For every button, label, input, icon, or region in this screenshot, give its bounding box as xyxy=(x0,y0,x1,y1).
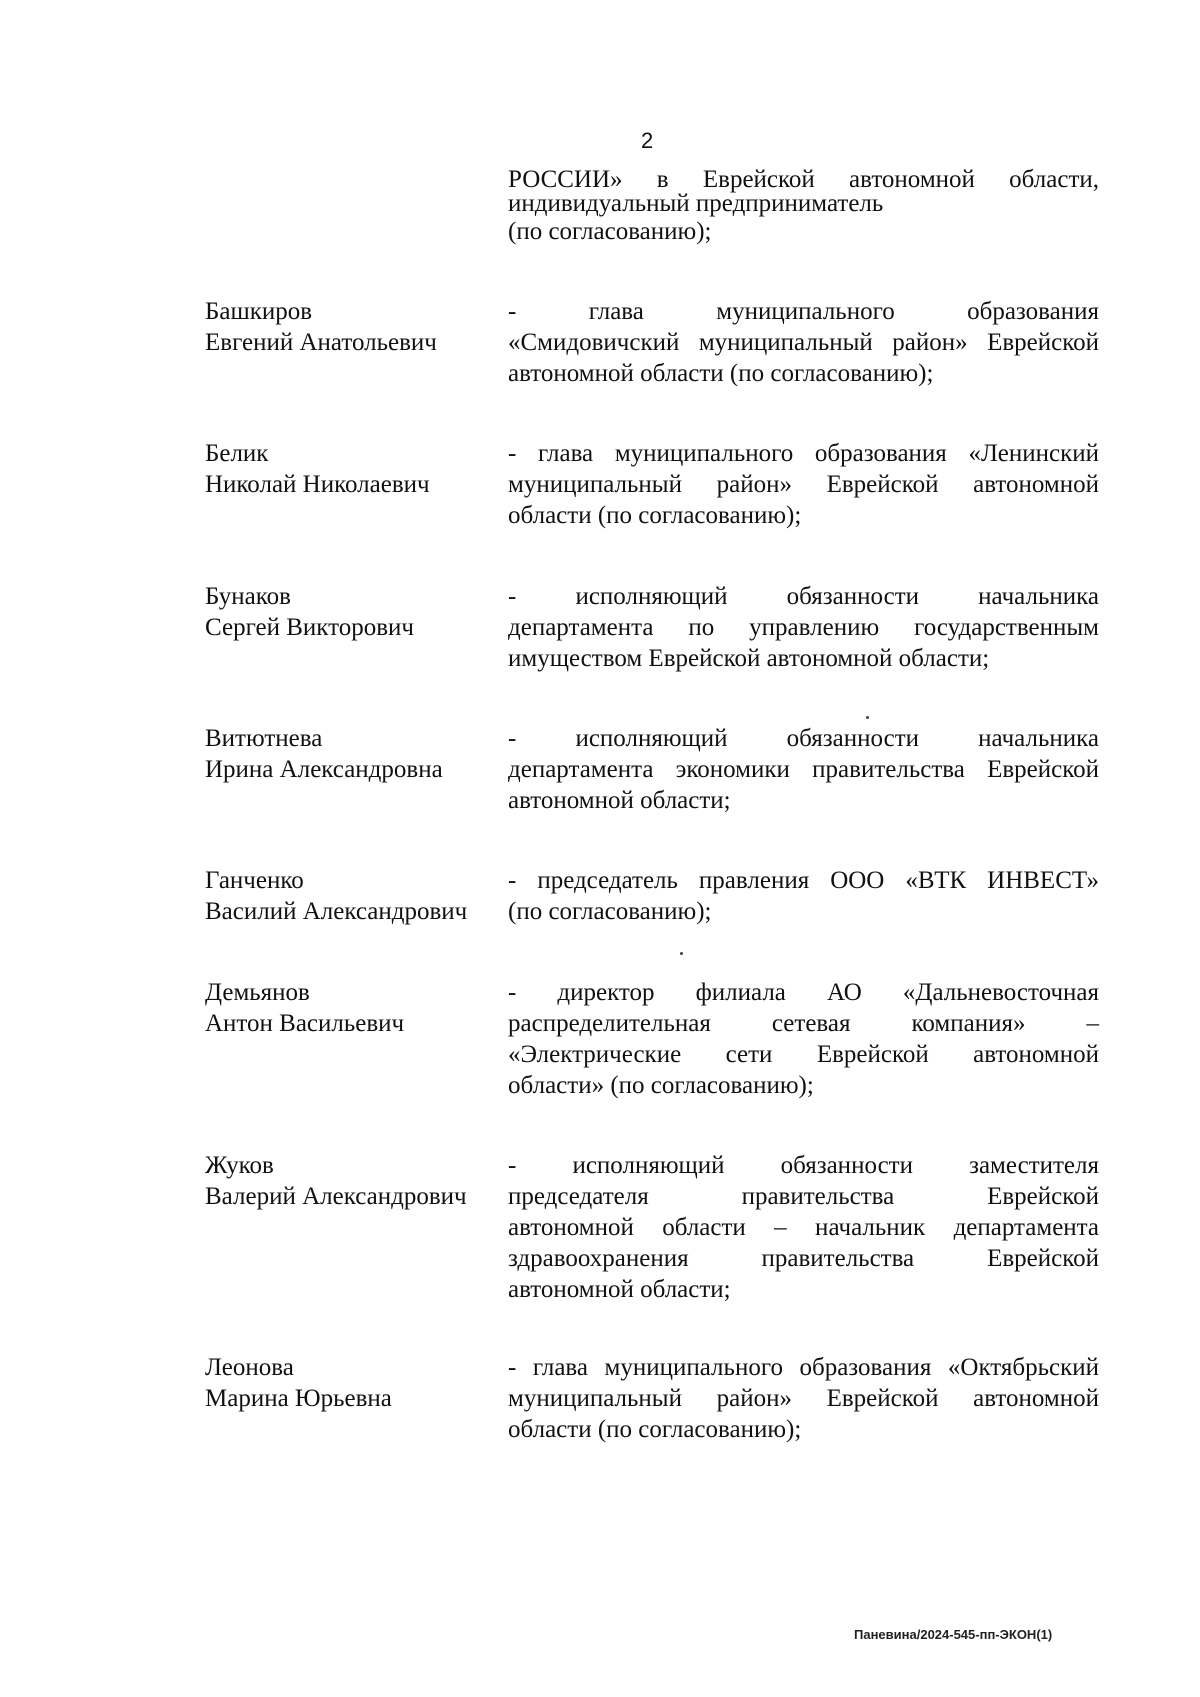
role-line: - исполняющий обязанности начальника xyxy=(508,583,1099,610)
member-surname: Жуков xyxy=(205,1152,274,1179)
role-line: «Смидовичский муниципальный район» Еврейской xyxy=(508,329,1099,356)
member-given-names: Василий Александрович xyxy=(205,898,468,925)
role-line: имуществом Еврейской автономной области; xyxy=(508,645,990,672)
role-line: области (по согласованию); xyxy=(508,502,802,529)
continuation-line: индивидуальный предприниматель xyxy=(508,190,884,217)
role-line: - глава муниципального образования «Октябрьский xyxy=(508,1354,1099,1381)
member-surname: Витютнева xyxy=(205,725,323,752)
role-line: департамента экономики правительства Еврейской xyxy=(508,756,1099,783)
member-surname: Демьянов xyxy=(205,979,310,1006)
scan-speck xyxy=(866,716,869,719)
member-given-names: Ирина Александровна xyxy=(205,756,443,783)
member-given-names: Антон Васильевич xyxy=(205,1010,405,1037)
member-name xyxy=(205,723,505,785)
role-line: - глава муниципального образования «Ленинский xyxy=(508,440,1099,467)
role-line: председателя правительства Еврейской xyxy=(508,1183,1099,1210)
role-line: - председатель правления ООО «ВТК ИНВЕСТ» xyxy=(508,867,1099,894)
member-surname: Леонова xyxy=(205,1354,294,1381)
member-role xyxy=(508,581,1099,674)
role-line: автономной области (по согласованию); xyxy=(508,360,934,387)
member-surname: Башкиров xyxy=(205,298,313,325)
member-role xyxy=(508,723,1099,816)
continuation-line: (по согласованию); xyxy=(508,218,712,245)
role-line: муниципальный район» Еврейской автономной xyxy=(508,1385,1099,1412)
member-name xyxy=(205,1150,505,1212)
member-role xyxy=(508,977,1099,1101)
continuation-text xyxy=(508,168,1099,247)
role-line: - глава муниципального образования xyxy=(508,298,1099,325)
role-line: автономной области; xyxy=(508,787,731,814)
role-line: распределительная сетевая компания» – xyxy=(508,1010,1099,1037)
page-number: 2 xyxy=(641,128,654,153)
role-line: автономной области; xyxy=(508,1276,731,1303)
member-name xyxy=(205,1352,505,1414)
member-surname: Бунаков xyxy=(205,583,291,610)
scan-speck xyxy=(680,952,683,955)
member-name xyxy=(205,581,505,643)
role-line: - исполняющий обязанности заместителя xyxy=(508,1152,1099,1179)
member-given-names: Марина Юрьевна xyxy=(205,1385,392,1412)
document-reference: Паневина/2024-545-пп-ЭКОН(1) xyxy=(854,1627,1053,1642)
role-line: - директор филиала АО «Дальневосточная xyxy=(508,979,1099,1006)
member-role xyxy=(508,438,1099,531)
role-line: - исполняющий обязанности начальника xyxy=(508,725,1099,752)
member-role xyxy=(508,865,1099,927)
member-name xyxy=(205,438,505,500)
role-line: (по согласованию); xyxy=(508,898,712,925)
member-given-names: Сергей Викторович xyxy=(205,614,414,641)
member-name xyxy=(205,296,505,358)
role-line: области» (по согласованию); xyxy=(508,1072,814,1099)
role-line: области (по согласованию); xyxy=(508,1416,802,1443)
member-given-names: Валерий Александрович xyxy=(205,1183,467,1210)
role-line: департамента по управлению государственным xyxy=(508,614,1099,641)
role-line: здравоохранения правительства Еврейской xyxy=(508,1245,1099,1272)
member-name xyxy=(205,977,505,1039)
role-line: муниципальный район» Еврейской автономной xyxy=(508,471,1099,498)
role-line: автономной области – начальник департамента xyxy=(508,1214,1099,1241)
member-surname: Белик xyxy=(205,440,269,467)
member-role xyxy=(508,1352,1099,1445)
member-role xyxy=(508,296,1099,389)
member-given-names: Евгений Анатольевич xyxy=(205,329,437,356)
member-role xyxy=(508,1150,1099,1305)
member-given-names: Николай Николаевич xyxy=(205,471,430,498)
member-name xyxy=(205,865,505,927)
member-surname: Ганченко xyxy=(205,867,304,894)
role-line: «Электрические сети Еврейской автономной xyxy=(508,1041,1099,1068)
continuation-line: РОССИИ» в Еврейской автономной области, xyxy=(508,166,1099,193)
